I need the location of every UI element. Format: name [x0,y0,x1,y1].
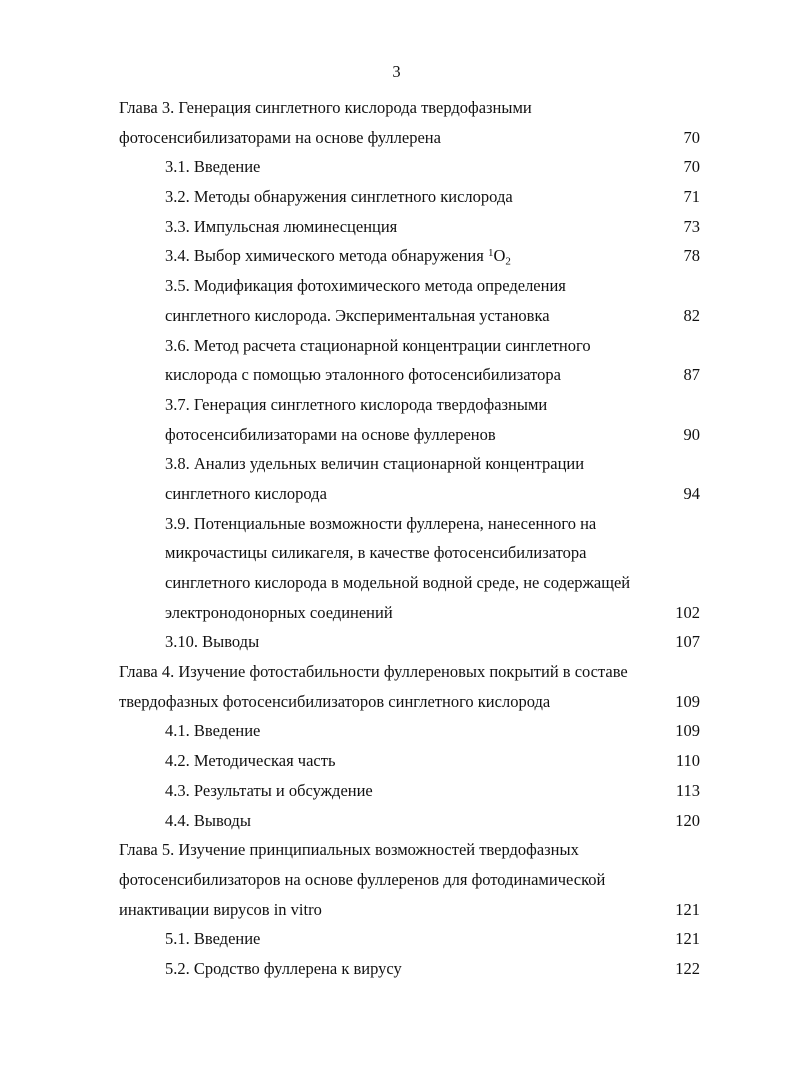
toc-entry-chapter-4-cont: твердофазных фотосенсибилизаторов синглетного кислорода 109 [0,687,793,717]
toc-entry-chapter-3: Глава 3. Генерация синглетного кислорода твердофазными [119,98,532,117]
toc-entry-3-9-cont: микрочастицы силикагеля, в качестве фотосенсибилизатора [165,543,587,563]
toc-entry-chapter-5-cont: инактивации вирусов in vitro 121 [0,895,793,925]
toc-entry-3-8-cont: синглетного кислорода 94 [0,479,793,509]
toc-entry-3-6: 3.6. Метод расчета стационарной концентрации синглетного [165,335,591,355]
toc-entry-3-1: 3.1. Введение 70 [0,152,793,182]
page-ref: 121 [675,929,700,949]
toc-entry-3-10: 3.10. Выводы 107 [0,627,793,657]
page-ref: 90 [683,424,700,444]
table-of-contents [0,93,793,984]
page-ref: 70 [683,127,700,147]
subscript: 2 [505,255,511,268]
page-ref: 102 [675,602,700,622]
toc-entry-chapter-5: Глава 5. Изучение принципиальных возможностей твердофазных [119,840,579,860]
superscript: 1 [487,247,494,260]
page-ref: 73 [683,216,700,236]
page-ref: 107 [675,632,700,652]
page-ref: 110 [675,751,700,771]
toc-entry-chapter-4: Глава 4. Изучение фотостабильности фуллереновых покрытий в составе [119,662,628,682]
toc-entry-chapter-5-cont: фотосенсибилизаторов на основе фуллеренов для фотодинамической [119,869,606,889]
toc-entry-chapter-3-cont: фотосенсибилизаторами на основе фуллерена 70 [0,123,793,153]
toc-entry-3-3: 3.3. Импульсная люминесценция 73 [0,212,793,242]
toc-entry-3-9: 3.9. Потенциальные возможности фуллерена, нанесенного на [165,513,597,533]
page-ref: 121 [675,899,700,919]
toc-entry-3-8: 3.8. Анализ удельных величин стационарной концентрации [165,454,585,474]
toc-entry-3-4: 3.4. Выбор химического метода обнаружения $^1O_2$ 78 [0,241,793,271]
toc-entry-3-9-cont: синглетного кислорода в модельной водной среде, не содержащей [165,573,631,592]
toc-entry-3-5-cont: синглетного кислорода. Экспериментальная установка 82 [0,301,793,331]
toc-entry-4-1: 4.1. Введение 109 [0,716,793,746]
page-ref: 87 [683,365,700,385]
page-ref: 109 [675,721,700,741]
page-ref: 120 [675,810,700,830]
page-ref: 109 [675,691,700,711]
toc-entry-4-3: 4.3. Результаты и обсуждение 113 [0,776,793,806]
toc-entry-3-5: 3.5. Модификация фотохимического метода определения [165,276,566,296]
toc-entry-3-9-cont: электронодонорных соединений 102 [0,598,793,628]
page-ref: 113 [675,780,700,800]
page-ref: 94 [683,483,700,503]
toc-entry-4-2: 4.2. Методическая часть 110 [0,746,793,776]
toc-entry-3-2: 3.2. Методы обнаружения синглетного кислорода 71 [0,182,793,212]
toc-entry-5-2: 5.2. Сродство фуллерена к вирусу 122 [0,954,793,984]
page-ref: 82 [683,305,700,325]
toc-entry-4-4: 4.4. Выводы 120 [0,806,793,836]
page-number: 3 [392,62,401,81]
toc-entry-3-6-cont: кислорода с помощью эталонного фотосенсибилизатора 87 [0,360,793,390]
toc-entry-3-7: 3.7. Генерация синглетного кислорода твердофазными [165,394,548,414]
page-ref: 78 [683,246,700,266]
page-ref: 71 [683,187,700,207]
toc-entry-3-7-cont: фотосенсибилизаторами на основе фуллеренов 90 [0,420,793,450]
formula-symbol: O [493,246,506,266]
toc-entry-5-1: 5.1. Введение 121 [0,924,793,954]
page-ref: 70 [683,157,700,177]
page-ref: 122 [675,958,700,978]
